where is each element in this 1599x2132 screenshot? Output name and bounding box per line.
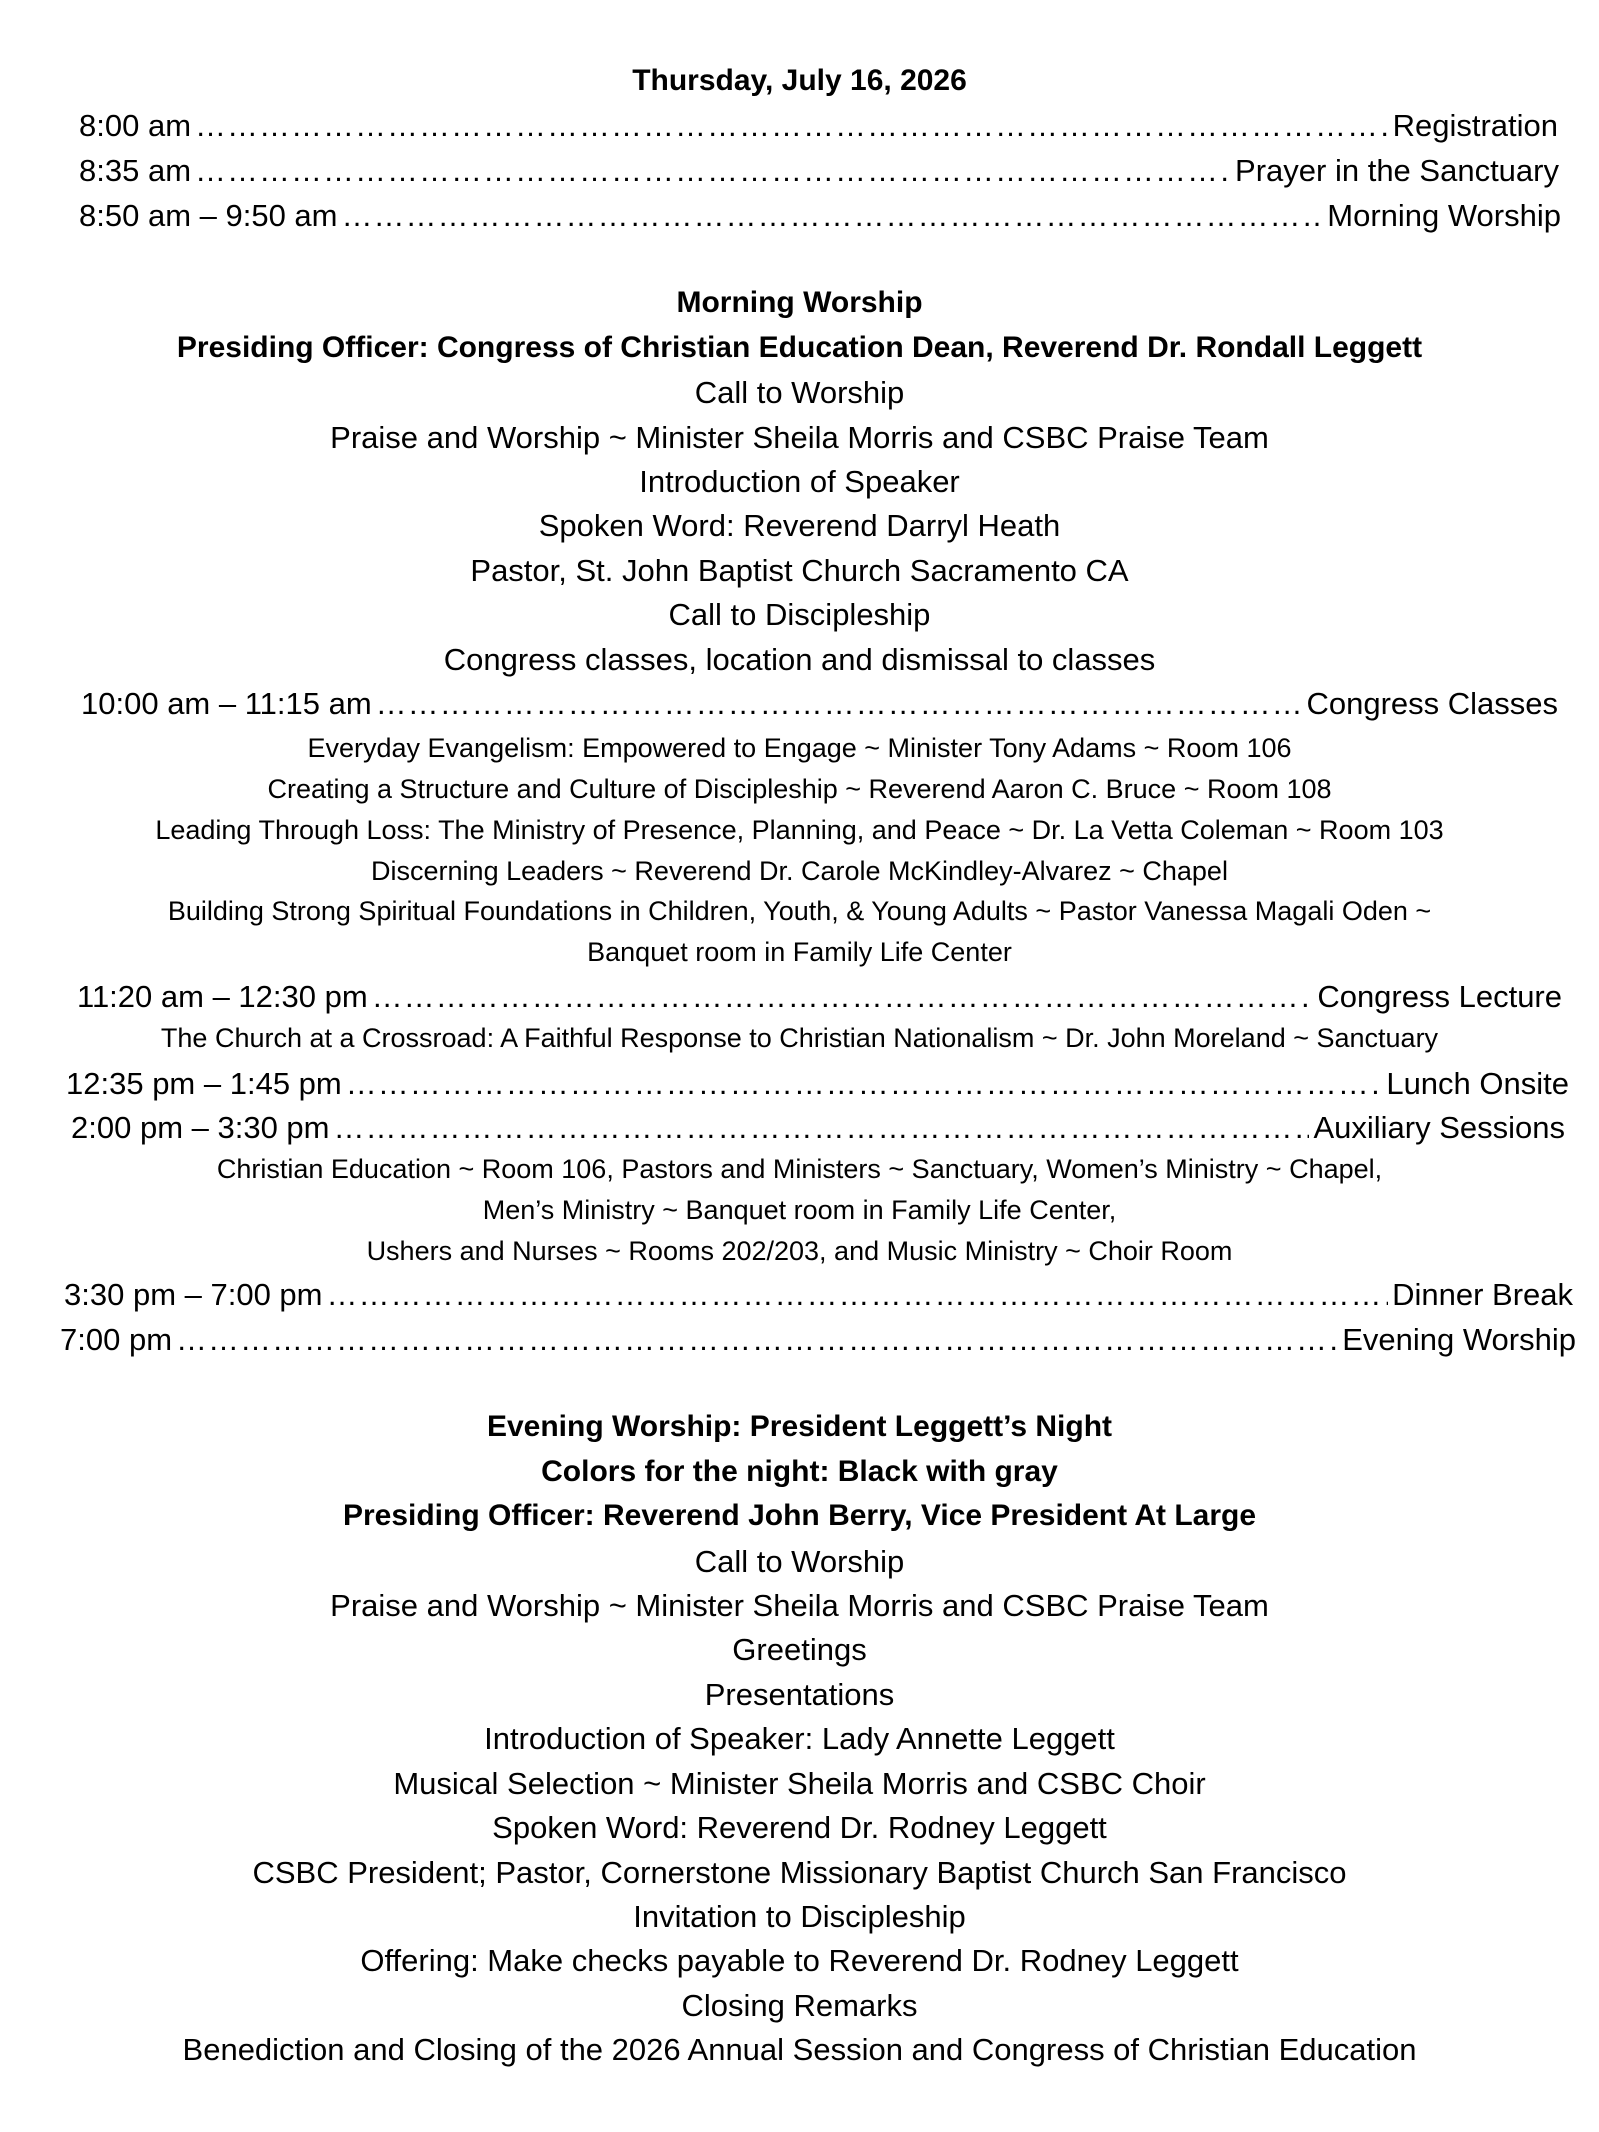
schedule-time: 11:20 am – 12:30 pm: [77, 979, 368, 1014]
evening-item: Presentations: [704, 1677, 895, 1712]
schedule-event: Evening Worship: [1342, 1322, 1576, 1357]
dot-leader: [334, 1112, 1310, 1143]
page-date-heading: Thursday, July 16, 2026: [632, 64, 967, 97]
schedule-row-morning-worship: [79, 200, 1561, 231]
dot-leader: [195, 110, 1389, 141]
evening-item: Benediction and Closing of the 2026 Annual Session and Congress of Christian Education: [182, 2032, 1417, 2067]
class-item: Banquet room in Family Life Center: [587, 937, 1012, 967]
schedule-row-auxiliary: [71, 1112, 1565, 1143]
dot-leader: [176, 1324, 1338, 1355]
schedule-time: 12:35 pm – 1:45 pm: [66, 1066, 342, 1101]
schedule-event: Congress Classes: [1306, 686, 1558, 721]
evening-item: Offering: Make checks payable to Reverend Dr. Rodney Leggett: [360, 1943, 1239, 1978]
evening-item: Invitation to Discipleship: [633, 1899, 966, 1934]
morning-item: Call to Discipleship: [668, 597, 931, 632]
morning-item: Spoken Word: Reverend Darryl Heath: [538, 508, 1061, 543]
schedule-event: Lunch Onsite: [1386, 1066, 1569, 1101]
schedule-row-congress-classes: [81, 688, 1558, 719]
morning-item: Introduction of Speaker: [639, 464, 960, 499]
dot-leader: [195, 155, 1231, 186]
dot-leader: [376, 688, 1303, 719]
auxiliary-item: Ushers and Nurses ~ Rooms 202/203, and Music Ministry ~ Choir Room: [366, 1236, 1233, 1266]
morning-item: Call to Worship: [694, 375, 905, 410]
dot-leader: [372, 981, 1314, 1012]
schedule-time: 7:00 pm: [60, 1322, 173, 1357]
auxiliary-item: Christian Education ~ Room 106, Pastors and Ministers ~ Sanctuary, Women’s Ministry ~ Chapel,: [216, 1154, 1383, 1184]
evening-item: Praise and Worship ~ Minister Sheila Morris and CSBC Praise Team: [330, 1588, 1269, 1623]
schedule-event: Dinner Break: [1392, 1277, 1573, 1312]
evening-item: Call to Worship: [694, 1544, 905, 1579]
evening-item: Spoken Word: Reverend Dr. Rodney Leggett: [492, 1810, 1107, 1845]
schedule-time: 2:00 pm – 3:30 pm: [71, 1110, 330, 1145]
class-item: Everyday Evangelism: Empowered to Engage ~ Minister Tony Adams ~ Room 106: [307, 733, 1292, 763]
schedule-event: Registration: [1392, 108, 1558, 143]
evening-worship-title: Evening Worship: President Leggett’s Night: [486, 1410, 1113, 1443]
schedule-time: 10:00 am – 11:15 am: [81, 686, 372, 721]
class-item: Creating a Structure and Culture of Discipleship ~ Reverend Aaron C. Bruce ~ Room 108: [267, 774, 1332, 804]
class-item: Building Strong Spiritual Foundations in Children, Youth, & Young Adults ~ Pastor Vanessa Magali Oden ~: [167, 896, 1432, 926]
schedule-event: Auxiliary Sessions: [1313, 1110, 1565, 1145]
schedule-event: Prayer in the Sanctuary: [1235, 153, 1559, 188]
evening-item: Musical Selection ~ Minister Sheila Morris and CSBC Choir: [393, 1766, 1206, 1801]
schedule-row-lunch: [66, 1068, 1569, 1099]
schedule-event: Morning Worship: [1327, 198, 1561, 233]
schedule-row-dinner: [64, 1279, 1573, 1310]
evening-item: CSBC President; Pastor, Cornerstone Missionary Baptist Church San Francisco: [252, 1855, 1347, 1890]
schedule-row-congress-lecture: [77, 981, 1562, 1012]
morning-presiding-officer: Presiding Officer: Congress of Christian Education Dean, Reverend Dr. Rondall Leggett: [176, 331, 1423, 364]
morning-item: Pastor, St. John Baptist Church Sacramento CA: [470, 553, 1129, 588]
morning-item: Congress classes, location and dismissal to classes: [443, 642, 1156, 677]
class-item: Discerning Leaders ~ Reverend Dr. Carole McKindley-Alvarez ~ Chapel: [371, 856, 1228, 886]
dot-leader: [346, 1068, 1383, 1099]
schedule-row-registration: [79, 110, 1558, 141]
schedule-time: 3:30 pm – 7:00 pm: [64, 1277, 323, 1312]
evening-colors: Colors for the night: Black with gray: [541, 1455, 1058, 1488]
evening-presiding-officer: Presiding Officer: Reverend John Berry, Vice President At Large: [342, 1499, 1257, 1532]
schedule-time: 8:35 am: [79, 153, 192, 188]
schedule-row-prayer: [79, 155, 1559, 186]
schedule-row-evening-worship: [60, 1324, 1576, 1355]
dot-leader: [342, 200, 1324, 231]
schedule-time: 8:00 am: [79, 108, 192, 143]
evening-item: Closing Remarks: [681, 1988, 918, 2023]
morning-worship-title: Morning Worship: [676, 286, 923, 319]
class-item: Leading Through Loss: The Ministry of Presence, Planning, and Peace ~ Dr. La Vetta Coleman ~ Room 103: [155, 815, 1444, 845]
evening-item: Greetings: [732, 1632, 867, 1667]
auxiliary-item: Men’s Ministry ~ Banquet room in Family Life Center,: [482, 1195, 1117, 1225]
lecture-item: The Church at a Crossroad: A Faithful Response to Christian Nationalism ~ Dr. John Moreland ~ Sanctuary: [160, 1023, 1439, 1053]
morning-item: Praise and Worship ~ Minister Sheila Morris and CSBC Praise Team: [330, 420, 1269, 455]
schedule-time: 8:50 am – 9:50 am: [79, 198, 338, 233]
evening-item: Introduction of Speaker: Lady Annette Leggett: [484, 1721, 1115, 1756]
dot-leader: [327, 1279, 1389, 1310]
schedule-event: Congress Lecture: [1317, 979, 1562, 1014]
